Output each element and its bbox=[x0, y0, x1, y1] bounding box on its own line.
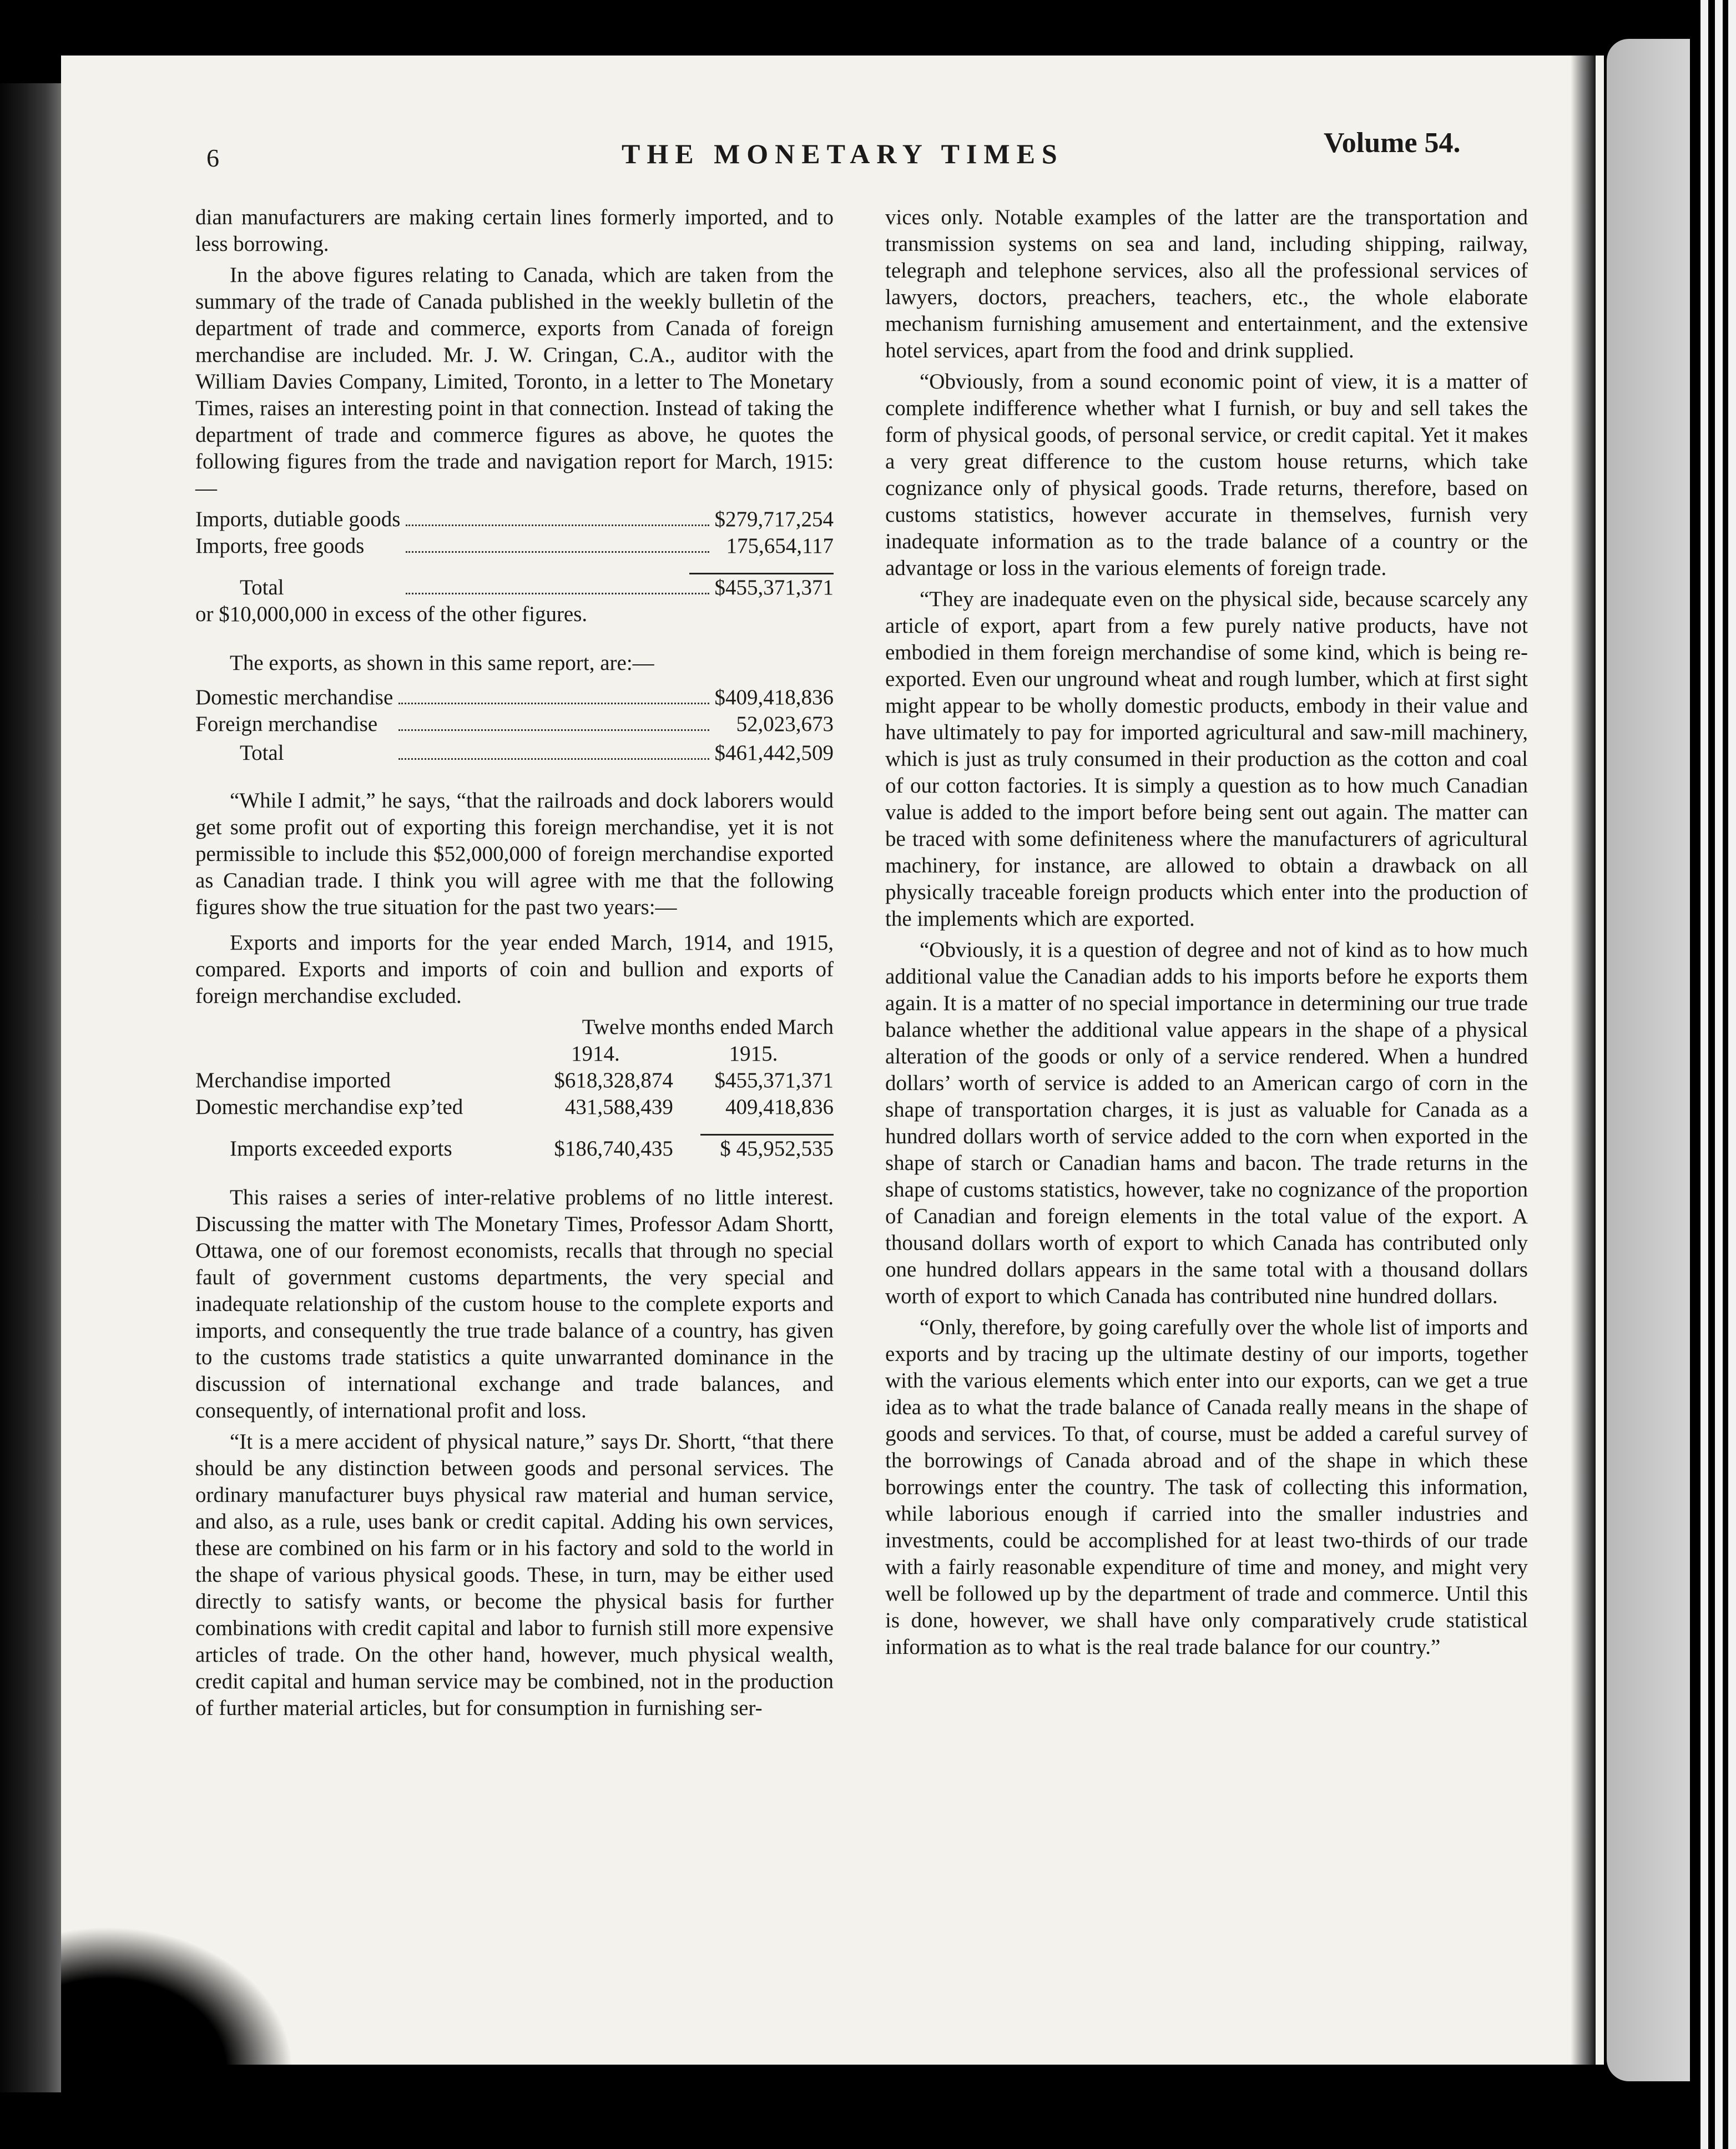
table-row bbox=[195, 684, 834, 711]
cell-1915: 409,418,836 bbox=[725, 1095, 834, 1119]
table-row bbox=[195, 506, 834, 533]
left-column bbox=[195, 204, 834, 1726]
row-label: Imports, free goods bbox=[195, 534, 365, 558]
paragraph: “Only, therefore, by going carefully over the whole list of imports and exports and by tracing up the ultimate destiny of our imports, together with the various elements which enter into our exports, can we get a true idea as to what the trade balance of Canada really means in the shape of goods and services. To that, of course, must be added a careful survey of the borrowings of Canada abroad and of the shape in which these borrowings enter the country. The task of collecting this information, while laborious enough if carried into the smaller industries and investments, could be accomplished for at least two-thirds of our trade with a fairly reasonable expenditure of time and money, and might very well be followed up by the department of trade and commerce. Until this is done, however, we shall have only comparatively crude statistical information as to what is the real trade balance for our country.” bbox=[885, 1315, 1528, 1659]
paragraph: This raises a series of inter-relative problems of no little interest. Discussing the matter with The Monetary Times, Professor Adam Shortt, Ottawa, one of our foremost economists, recalls that through no special fault of government customs departments, the very special and inadequate relationship of the custom house to the complete exports and imports, and consequently the true trade balance of a country, has given to the customs trade statistics a quite unwarranted dominance in the discussion of international exchange and trade balances, and consequently, of international profit and loss. bbox=[195, 1186, 834, 1422]
page-gutter-shadow bbox=[1571, 56, 1596, 2065]
total-label: Total bbox=[240, 741, 284, 765]
row-amount: 52,023,673 bbox=[736, 712, 834, 736]
total-1915: $ 45,952,535 bbox=[720, 1137, 834, 1161]
cell-1914: 431,588,439 bbox=[564, 1095, 673, 1119]
cell-1915: $455,371,371 bbox=[714, 1068, 834, 1092]
facing-page-edge bbox=[1607, 39, 1690, 2081]
total-row bbox=[195, 574, 834, 601]
paragraph: “They are inadequate even on the physical side, because scarcely any article of export, apart from a few purely native products, have not embodied in them foreign merchandise of some kind, which is being re-exported. Even our unground wheat and rough lumber, which at first sight might appear to be wholly domestic products, embody in their value and have ultimately to pay for imported agricultural and saw-mill machinery, which is just as truly consumed in their production as the cotton and coal of our cotton factories. It is simply a question as to how much Canadian value is added to the import before being sent out again. The matter can be traced with some definiteness where the manufacturers of agricultural machinery, for instance, are allowed to obtain a drawback on all physically traceable foreign products which enter into the production of the implements which are exported. bbox=[885, 587, 1528, 931]
row-amount: 175,654,117 bbox=[726, 534, 834, 558]
paragraph: “It is a mere accident of physical nature,” says Dr. Shortt, “that there should be any distinction between goods and personal services. The ordinary manufacturer buys physical raw material and human service, and also, as a rule, uses bank or credit capital. Adding his own services, these are combined on his farm or in his factory and sold to the world in the shape of various physical goods. These, in turn, may be either used directly to satisfy wants, or become the physical basis for further combinations with credit capital and labor to furnish still more expensive articles of trade. On the other hand, however, much physical wealth, credit capital and human service may be combined, not in the production of further material articles, but for consumption in furnishing ser- bbox=[195, 1430, 834, 1720]
table-header-row bbox=[195, 1041, 834, 1067]
paragraph: “Obviously, from a sound economic point of view, it is a matter of complete indifference whether what I furnish, or buy and sell takes the form of physical goods, of personal service, or credit capital. Yet it makes a very great difference to the custom house returns, which take cognizance only of physical goods. Trade returns, therefore, based on customs statistics, however accurate in themselves, furnish very inadequate information as to the trade balance of a country or the advantage or loss in the various elements of foreign trade. bbox=[885, 370, 1528, 580]
paragraph: The exports, as shown in this same report, are:— bbox=[230, 651, 654, 675]
total-1914: $186,740,435 bbox=[554, 1137, 673, 1161]
paragraph: In the above figures relating to Canada, which are taken from the summary of the trade of Canada published in the weekly bulletin of the department of trade and commerce, exports from Canada of foreign merchandise are included. Mr. J. W. Cringan, C.A., auditor with the William Davies Company, Limited, Toronto, in a letter to The Monetary Times, raises an interesting point in that connection. Instead of taking the department of trade and commerce figures as above, he quotes the following figures from the trade and navigation report for March, 1915:— bbox=[195, 263, 834, 500]
table-header-row bbox=[195, 1014, 834, 1041]
scan-edge-bars bbox=[1700, 0, 1736, 2149]
total-amount: $461,442,509 bbox=[714, 741, 834, 765]
paragraph: or $10,000,000 in excess of the other figures. bbox=[195, 602, 588, 626]
total-row bbox=[195, 1136, 834, 1162]
cell-1914: $618,328,874 bbox=[554, 1068, 673, 1092]
column-header-1914: 1914. bbox=[571, 1042, 620, 1066]
exports-table bbox=[195, 684, 834, 766]
total-amount: $455,371,371 bbox=[714, 576, 834, 599]
row-label: Domestic merchandise exp’ted bbox=[195, 1095, 463, 1119]
table-row bbox=[195, 1094, 834, 1121]
volume-label: Volume 54. bbox=[1324, 127, 1461, 159]
row-label: Domestic merchandise bbox=[195, 685, 393, 709]
row-label: Imports, dutiable goods bbox=[195, 507, 401, 531]
right-column bbox=[885, 204, 1528, 1665]
page-number: 6 bbox=[206, 144, 219, 172]
paragraph: dian manufacturers are making certain lines formerly imported, and to less borrowing. bbox=[195, 205, 834, 256]
total-label: Total bbox=[240, 576, 284, 599]
paragraph: “Obviously, it is a question of degree and not of kind as to how much additional value the Canadian adds to his imports before he exports them again. It is a matter of no special importance in determining our true trade balance whether the additional value appears in the shape of a physical alteration of the goods or only of a service rendered. When a hundred dollars’ worth of service is added to an American cargo of corn in the shape of transportation charges, it is just as valuable for Canada as a hundred dollars worth of service added to the corn when exported in the shape of starch or Canadian hams and bacon. The trade returns in the shape of customs statistics, however, take no cognizance of the proportion of Canadian and foreign elements in the total value of the export. A thousand dollars worth of export to which Canada has contributed only one hundred dollars appears in the same total with a thousand dollars worth of export to which Canada has contributed nine hundred dollars. bbox=[885, 938, 1528, 1308]
row-label: Foreign merchandise bbox=[195, 712, 378, 736]
row-label: Merchandise imported bbox=[195, 1068, 391, 1092]
table-row bbox=[195, 533, 834, 559]
paragraph: “While I admit,” he says, “that the railroads and dock laborers would get some profit out of exporting this foreign merchandise, yet it is not permissible to include this $52,000,000 of foreign merchandise exported as Canadian trade. I think you will agree with me that the following figures show the true situation for the past two years:— bbox=[195, 789, 834, 919]
table-caption: Exports and imports for the year ended March, 1914, and 1915, compared. Exports and imports of coin and bullion and exports of foreign merchandise excluded. bbox=[195, 931, 834, 1008]
scan-left-border bbox=[0, 83, 61, 2092]
column-span-header: Twelve months ended March bbox=[582, 1015, 834, 1039]
scan-corner-shadow bbox=[61, 1926, 294, 2070]
column-header-1915: 1915. bbox=[729, 1042, 778, 1066]
running-title: THE MONETARY TIMES bbox=[622, 138, 1064, 169]
comparison-table bbox=[195, 1014, 834, 1162]
table-row bbox=[195, 711, 834, 738]
row-amount: $279,717,254 bbox=[714, 507, 834, 531]
total-row bbox=[195, 740, 834, 766]
table-row bbox=[195, 1067, 834, 1094]
paragraph: vices only. Notable examples of the latter are the transportation and transmission systems on sea and land, including shipping, railway, telegraph and telephone services, also all the professional services of lawyers, doctors, preachers, teachers, etc., the whole elaborate mechanism furnishing amusement and entertainment, and the extensive hotel services, apart from the food and drink supplied. bbox=[885, 205, 1528, 362]
total-label: Imports exceeded exports bbox=[230, 1137, 452, 1161]
imports-table bbox=[195, 506, 834, 601]
row-amount: $409,418,836 bbox=[714, 685, 834, 709]
